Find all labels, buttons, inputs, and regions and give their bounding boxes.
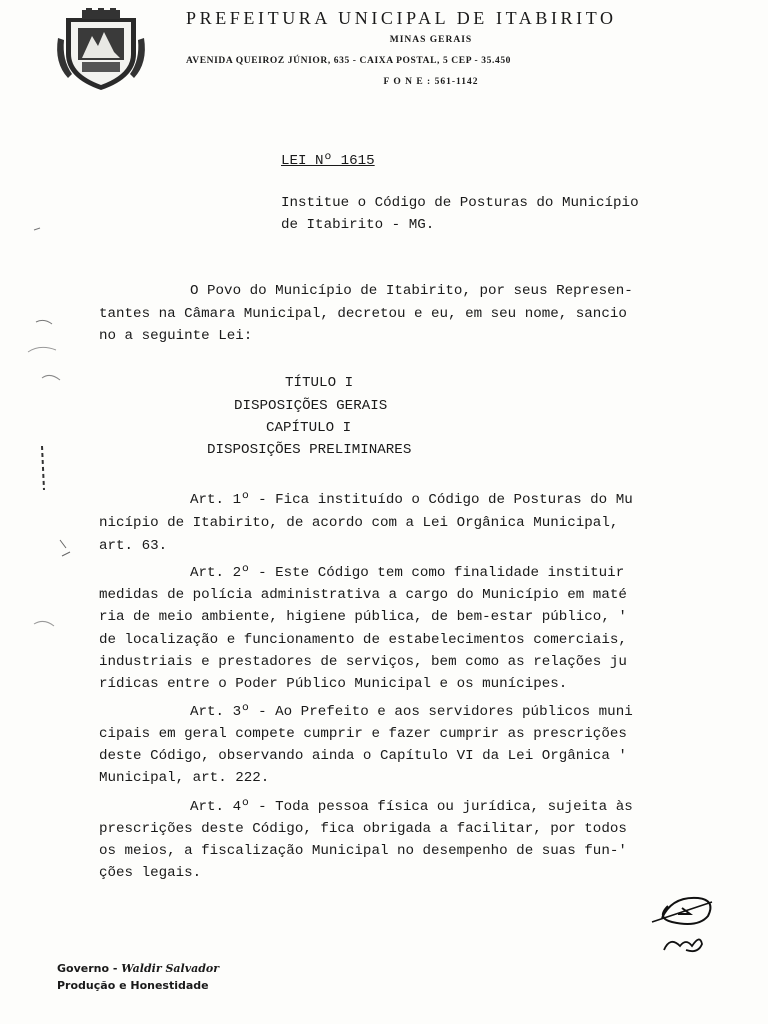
preamble-line: tantes na Câmara Municipal, decretou e eu, em seu nome, sancio	[99, 306, 627, 322]
article-2-line: Art. 2º - Este Código tem como finalidade instituir	[190, 565, 625, 581]
article-1-line: art. 63.	[99, 538, 168, 554]
article-1-line: Art. 1º - Fica instituído o Código de Posturas do Mu	[190, 492, 633, 508]
heading-chapter: CAPÍTULO I	[266, 420, 352, 436]
scan-artifacts	[0, 0, 90, 700]
article-2-line: ria de meio ambiente, higiene pública, de bem-estar público, '	[99, 609, 627, 625]
letterhead-address: AVENIDA QUEIROZ JÚNIOR, 635 - CAIXA POSTAL, 5 CEP - 35.450	[186, 56, 512, 66]
article-3-line: Municipal, art. 222.	[99, 770, 270, 786]
article-4-line: Art. 4º - Toda pessoa física ou jurídica, sujeita às	[190, 799, 633, 815]
article-3-line: cipais em geral compete cumprir e fazer cumprir as prescrições	[99, 726, 627, 742]
article-1-line: nicípio de Itabirito, de acordo com a Lei Orgânica Municipal,	[99, 515, 619, 531]
footer-government-name: Waldir Salvador	[121, 962, 220, 975]
heading-chapter-name: DISPOSIÇÕES PRELIMINARES	[207, 442, 412, 458]
law-summary-line: Institue o Código de Posturas do Município	[281, 195, 639, 211]
heading-title-name: DISPOSIÇÕES GERAIS	[234, 398, 388, 414]
letterhead-state: MINAS GERAIS	[389, 35, 473, 45]
footer-government	[57, 962, 219, 975]
footer-motto: Produção e Honestidade	[57, 979, 209, 992]
handwritten-initials	[642, 888, 732, 968]
article-2-line: de localização e funcionamento de estabelecimentos comerciais,	[99, 632, 627, 648]
article-4-line: os meios, a fiscalização Municipal no desempenho de suas fun-'	[99, 843, 627, 859]
article-4-line: ções legais.	[99, 865, 202, 881]
letterhead-phone: F O N E : 561-1142	[383, 77, 479, 87]
letterhead-title: PREFEITURA UNICIPAL DE ITABIRITO	[186, 8, 617, 28]
preamble-line: no a seguinte Lei:	[99, 328, 253, 344]
article-3-line: Art. 3º - Ao Prefeito e aos servidores públicos muni	[190, 704, 633, 720]
preamble-line: O Povo do Município de Itabirito, por seus Represen-	[190, 283, 633, 299]
heading-title: TÍTULO I	[285, 375, 354, 391]
article-2-line: rídicas entre o Poder Público Municipal e os munícipes.	[99, 676, 568, 692]
article-3-line: deste Código, observando ainda o Capítulo VI da Lei Orgânica '	[99, 748, 627, 764]
article-2-line: industriais e prestadores de serviços, bem como as relações ju	[99, 654, 627, 670]
article-2-line: medidas de polícia administrativa a cargo do Município em maté	[99, 587, 627, 603]
footer-government-label: Governo -	[57, 962, 122, 975]
law-number: LEI Nº 1615	[281, 153, 375, 169]
article-4-line: prescrições deste Código, fica obrigada a facilitar, por todos	[99, 821, 627, 837]
law-summary-line: de Itabirito - MG.	[281, 217, 435, 233]
